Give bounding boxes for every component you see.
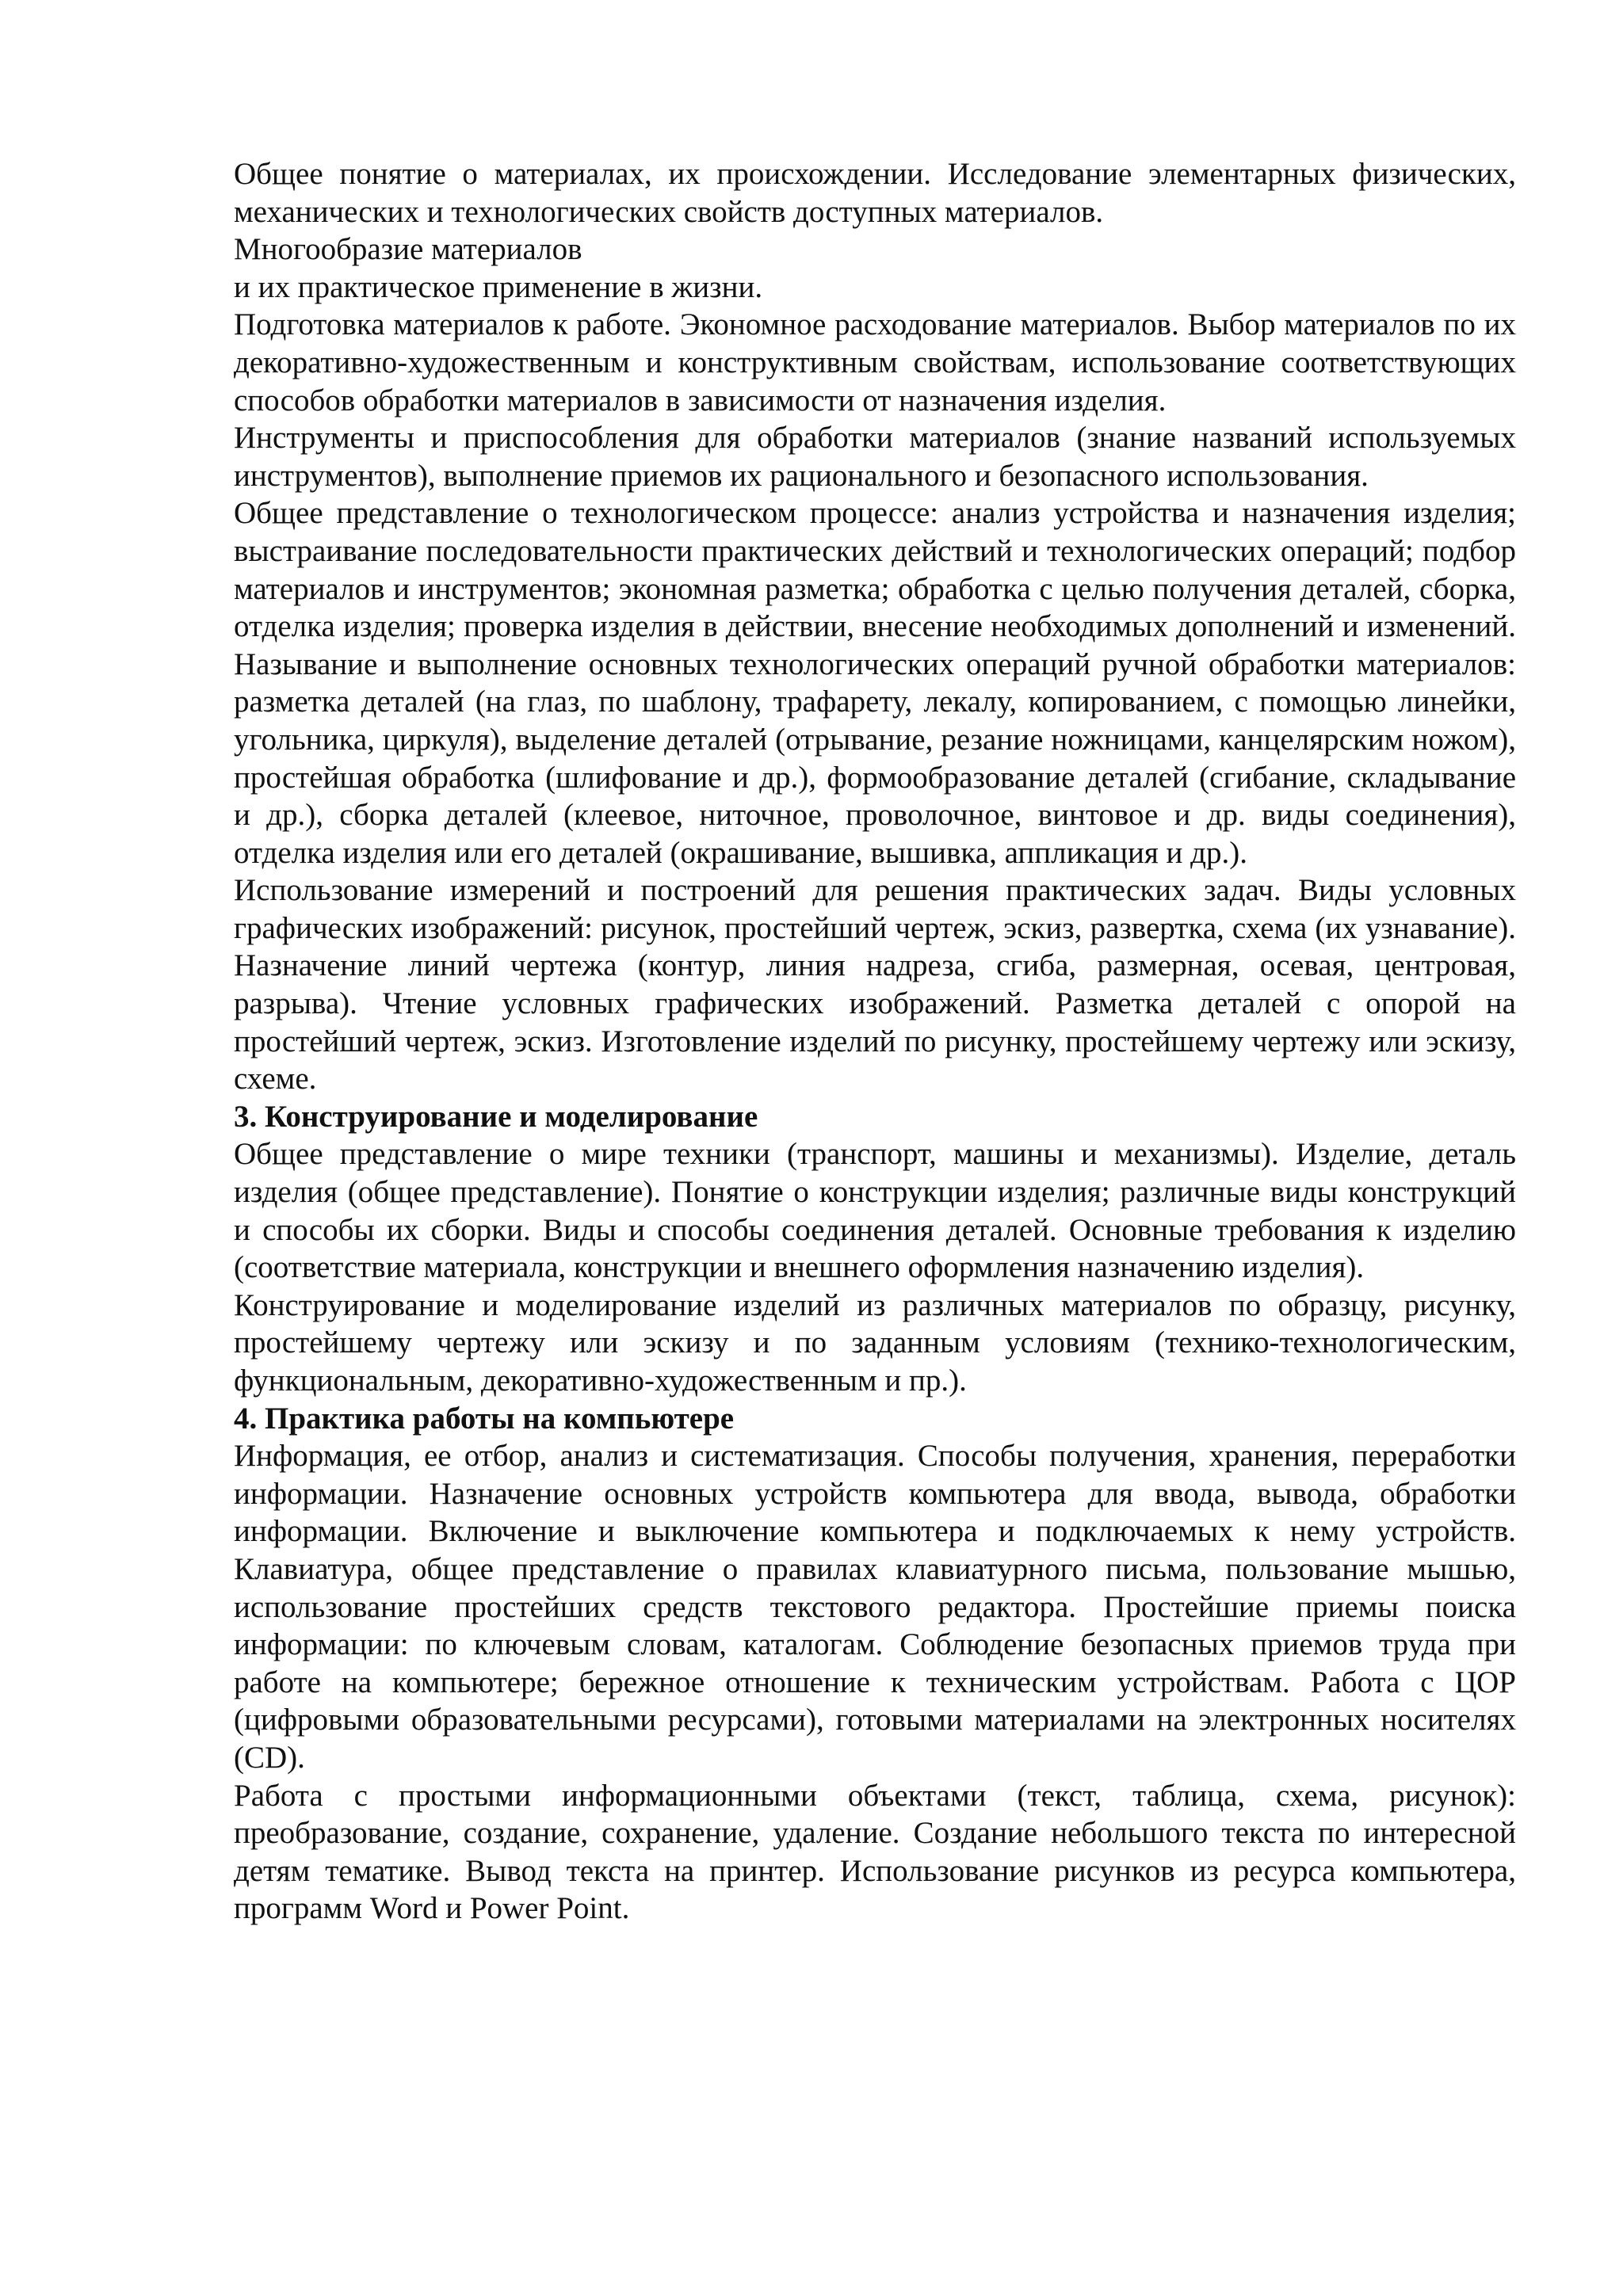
section-heading-computer: 4. Практика работы на компьютере bbox=[234, 1401, 735, 1436]
paragraph-tools: Инструменты и приспособления для обработки материалов (знание названий используемых инструментов), выполнение приемов их рационального и безопасного использования. bbox=[234, 421, 1516, 493]
paragraph-measurements-drawings: Использование измерений и построений для решения практических задач. Виды условных графических изображений: рисунок, простейший чертеж, эскиз, развертка, схема (их узнавание). Назначение линий чертежа (контур, линия надреза, сгиба, размерная, осевая, центровая, разрыва). Чтение условных графических изображений. Разметка деталей с опорой на простейший чертеж, эскиз. Изготовление изделий по рисунку, простейшему чертежу или эскизу, схеме. bbox=[234, 873, 1516, 1097]
paragraph-construction-modeling: Конструирование и моделирование изделий из различных материалов по образцу, рисунку, простейшему чертежу или эскизу и по заданным условиям (технико-технологическим, функциональным, декоративно-художественным и пр.). bbox=[234, 1287, 1516, 1398]
paragraph-technological-process: Общее представление о технологическом процессе: анализ устройства и назначения изделия; выстраивание последовательности практических действий и технологических операций; подбор материалов и инструментов; экономная разметка; обработка с целью получения деталей, сборка, отделка изделия; проверка изделия в действии, внесение необходимых дополнений и изменений. Называние и выполнение основных технологических операций ручной обработки материалов: разметка деталей (на глаз, по шаблону, трафарету, лекалу, копированием, с помощью линейки, угольника, циркуля), выделение деталей (отрывание, резание ножницами, канцелярским ножом), простейшая обработка (шлифование и др.), формообразование деталей (сгибание, складывание и др.), сборка деталей (клеевое, ниточное, проволочное, винтовое и др. виды соединения), отделка изделия или его деталей (окрашивание, вышивка, аппликация и др.). bbox=[234, 496, 1516, 870]
paragraph-materials-overview: Общее понятие о материалах, их происхождении. Исследование элементарных физических, механических и технологических свойств доступных материалов. bbox=[234, 157, 1516, 229]
paragraph-information: Информация, ее отбор, анализ и систематизация. Способы получения, хранения, переработки информации. Назначение основных устройств компьютера для ввода, вывода, обработки информации. Включение и выключение компьютера и подключаемых к нему устройств. Клавиатура, общее представление о правилах клавиатурного письма, пользование мышью, использование простейших средств текстового редактора. Простейшие приемы поиска информации: по ключевым словам, каталогам. Соблюдение безопасных приемов труда при работе на компьютере; бережное отношение к техническим устройствам. Работа с ЦОР (цифровыми образовательными ресурсами), готовыми материалами на электронных носителях (CD). bbox=[234, 1439, 1516, 1775]
paragraph-information-objects: Работа с простыми информационными объектами (текст, таблица, схема, рисунок): преобразование, создание, сохранение, удаление. Создание небольшого текста по интересной детям тематике. Вывод текста на принтер. Использование рисунков из ресурса компьютера, программ Word и Power Point. bbox=[234, 1778, 1516, 1926]
paragraph-materials-variety: Многообразие материалов bbox=[234, 232, 582, 267]
section-heading-design: 3. Конструирование и моделирование bbox=[234, 1099, 758, 1134]
paragraph-materials-application: и их практическое применение в жизни. bbox=[234, 269, 763, 304]
document-page bbox=[234, 155, 1516, 1928]
paragraph-technology-world: Общее представление о мире техники (транспорт, машины и механизмы). Изделие, деталь изделия (общее представление). Понятие о конструкции изделия; различные виды конструкций и способы их сборки. Виды и способы соединения деталей. Основные требования к изделию (соответствие материала, конструкции и внешнего оформления назначению изделия). bbox=[234, 1137, 1516, 1285]
paragraph-materials-preparation: Подготовка материалов к работе. Экономное расходование материалов. Выбор материалов по их декоративно-художественным и конструктивным свойствам, использование соответствующих способов обработки материалов в зависимости от назначения изделия. bbox=[234, 307, 1516, 418]
